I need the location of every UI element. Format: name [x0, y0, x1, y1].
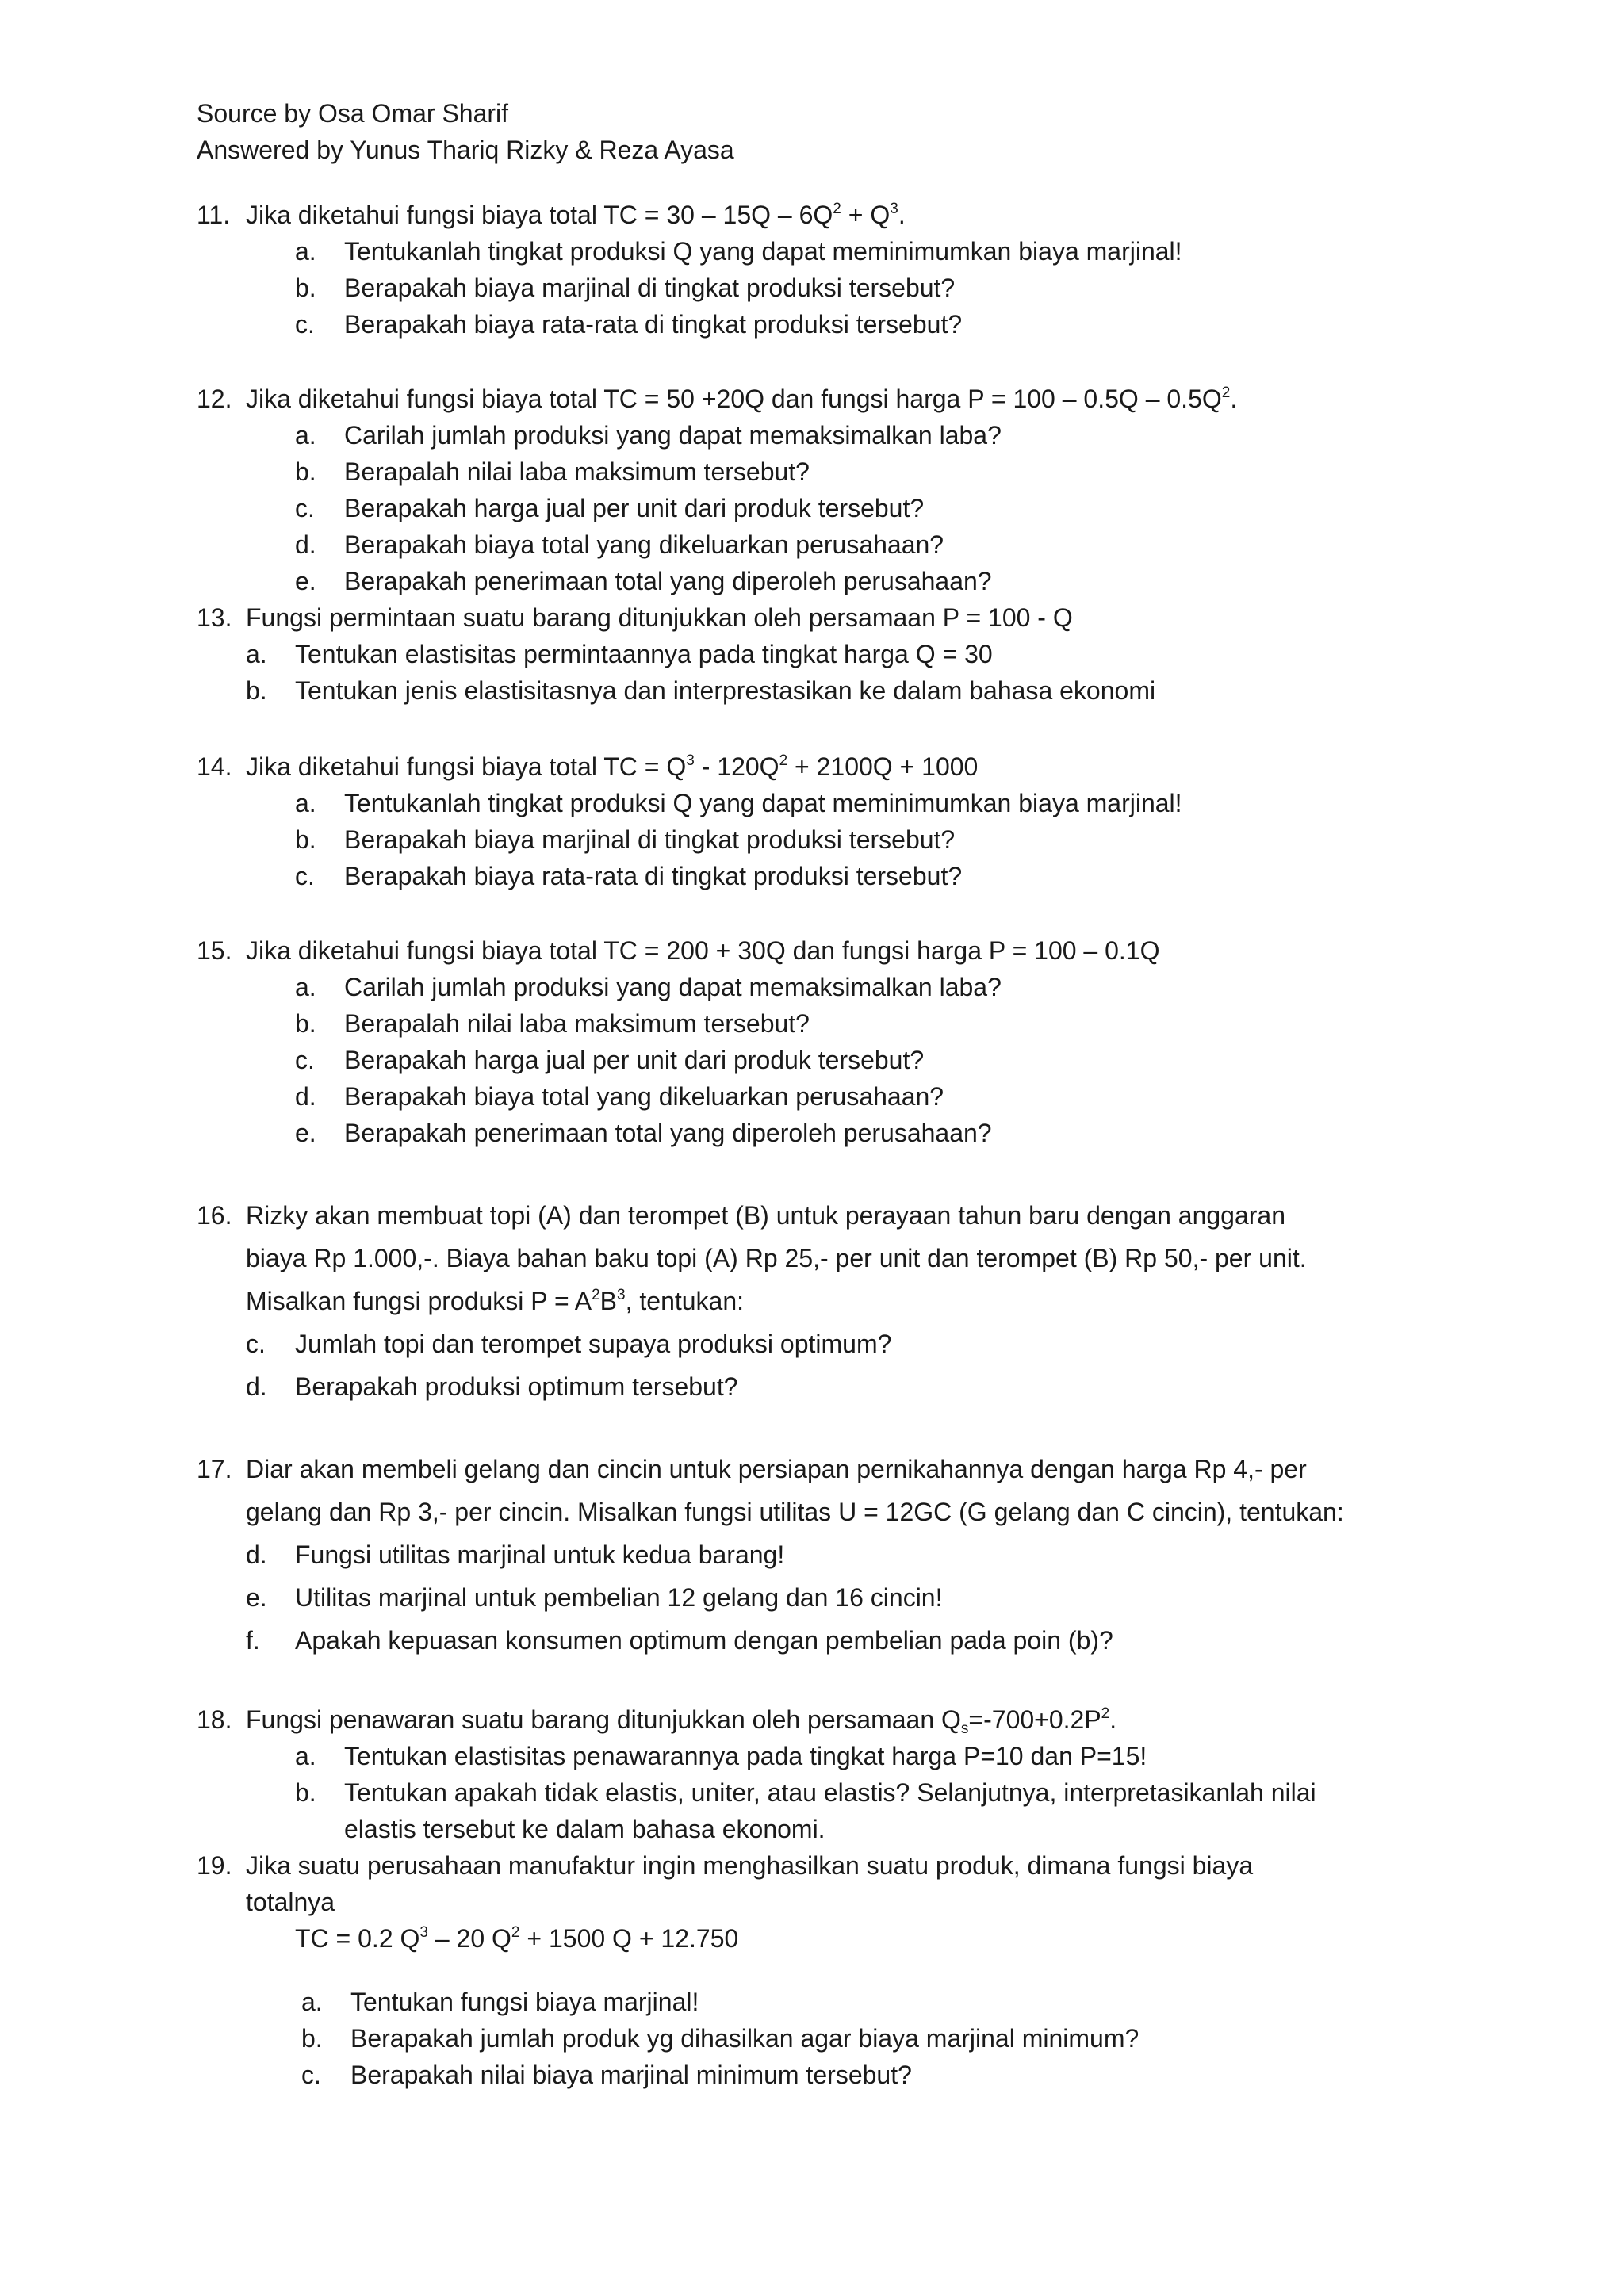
question-15 [197, 932, 1450, 1151]
question-16-stem-line1: 16. Rizky akan membuat topi (A) dan terompet (B) untuk perayaan tahun baru dengan anggaran [197, 1194, 1450, 1237]
option-d: d. Berapakah biaya total yang dikeluarkan perusahaan? [295, 530, 944, 559]
option-e: e. Berapakah penerimaan total yang diperoleh perusahaan? [295, 1119, 992, 1147]
question-12 [197, 381, 1450, 599]
question-17-stem-cont: gelang dan Rp 3,- per cincin. Misalkan fungsi utilitas U = 12GC (G gelang dan C cincin), tentukan: [246, 1498, 1344, 1526]
option-c: c. Jumlah topi dan terompet supaya produksi optimum? [246, 1330, 892, 1358]
question-15-stem: 15. Jika diketahui fungsi biaya total TC = 200 + 30Q dan fungsi harga P = 100 – 0.1Q [197, 932, 1450, 969]
question-17-options [197, 1533, 1450, 1662]
question-19-stem-line1: 19. Jika suatu perusahaan manufaktur ingin menghasilkan suatu produk, dimana fungsi biaya [197, 1847, 1450, 1884]
question-12-stem: 12. Jika diketahui fungsi biaya total TC = 50 +20Q dan fungsi harga $P = 100 - 0.5Q - 0.5Q^2$. [197, 381, 1450, 417]
source-line: Source by Osa Omar Sharif [197, 99, 509, 128]
question-number: 14. [197, 752, 232, 781]
question-number: 18. [197, 1705, 232, 1734]
option-b: b. Berapalah nilai laba maksimum tersebut? [295, 457, 810, 486]
option-e: e. Utilitas marjinal untuk pembelian 12 gelang dan 16 cincin! [246, 1583, 943, 1612]
question-number: 16. [197, 1201, 232, 1230]
question-14-stem: 14. Jika diketahui fungsi biaya total TC = $Q^3 - 120Q^2 + 2100Q + 1000$ [197, 748, 1450, 785]
option-e: e. Berapakah penerimaan total yang diperoleh perusahaan? [295, 567, 992, 595]
option-a: a. Tentukan elastisitas penawarannya pada tingkat harga P=10 dan P=15! [295, 1742, 1147, 1770]
option-c: c. Berapakah nilai biaya marjinal minimum tersebut? [301, 2061, 912, 2089]
question-number: 12. [197, 385, 232, 413]
option-c: c. Berapakah harga jual per unit dari produk tersebut? [295, 1046, 925, 1074]
question-number: 19. [197, 1851, 232, 1880]
question-number: 17. [197, 1455, 232, 1483]
option-b: b. Tentukan apakah tidak elastis, uniter, atau elastis? Selanjutnya, interpretasikanlah nilai [295, 1778, 1316, 1807]
option-c: c. Berapakah biaya rata-rata di tingkat produksi tersebut? [295, 862, 963, 890]
document-header [197, 95, 734, 168]
question-11 [197, 197, 1450, 342]
question-14 [197, 748, 1450, 894]
question-13-options [197, 636, 1450, 709]
question-12-options [197, 417, 1450, 599]
option-b: b. Berapakah jumlah produk yg dihasilkan agar biaya marjinal minimum? [301, 2024, 1139, 2053]
option-c: c. Berapakah harga jual per unit dari produk tersebut? [295, 494, 925, 522]
option-d: d. Berapakah biaya total yang dikeluarkan perusahaan? [295, 1082, 944, 1111]
option-b-cont: elastis tersebut ke dalam bahasa ekonomi. [344, 1815, 825, 1843]
answered-line: Answered by Yunus Thariq Rizky & Reza Ayasa [197, 136, 734, 164]
option-b: b. Berapakah biaya marjinal di tingkat produksi tersebut? [295, 825, 956, 854]
question-16 [197, 1194, 1450, 1408]
option-b: b. Berapakah biaya marjinal di tingkat produksi tersebut? [295, 274, 956, 302]
question-13-stem: 13. Fungsi permintaan suatu barang ditunjukkan oleh persamaan P = 100 - Q [197, 599, 1450, 636]
question-19-formula: TC = 0.2 $Q^3 - 20$ $Q^2 + 1500$ Q + 12.750 [295, 1924, 739, 1953]
option-b: b. Tentukan jenis elastisitasnya dan interprestasikan ke dalam bahasa ekonomi [246, 676, 1156, 705]
question-17 [197, 1448, 1450, 1662]
question-19-stem-cont: totalnya [246, 1888, 335, 1916]
question-number: 15. [197, 936, 232, 965]
question-13 [197, 599, 1450, 709]
question-16-options [197, 1322, 1450, 1408]
option-d: d. Fungsi utilitas marjinal untuk kedua barang! [246, 1540, 785, 1569]
option-a: a. Tentukan elastisitas permintaannya pada tingkat harga Q = 30 [246, 640, 993, 668]
question-number: 13. [197, 603, 232, 632]
option-a: a. Tentukanlah tingkat produksi Q yang dapat meminimumkan biaya marjinal! [295, 789, 1182, 817]
question-19-options [197, 1984, 1450, 2093]
option-f: f. Apakah kepuasan konsumen optimum dengan pembelian pada poin (b)? [246, 1626, 1113, 1655]
question-11-options [197, 233, 1450, 342]
question-15-options [197, 969, 1450, 1151]
option-c: c. Berapakah biaya rata-rata di tingkat produksi tersebut? [295, 310, 963, 339]
question-19 [197, 1847, 1450, 2093]
option-a: a. Tentukanlah tingkat produksi Q yang dapat meminimumkan biaya marjinal! [295, 237, 1182, 266]
question-18-options [197, 1738, 1450, 1847]
question-14-options [197, 785, 1450, 894]
question-11-stem: 11. Jika diketahui fungsi biaya total TC = $30 - 15Q - 6Q^2 + Q^3$. [197, 197, 1450, 233]
question-17-stem-line1: 17. Diar akan membeli gelang dan cincin untuk persiapan pernikahannya dengan harga Rp 4,- per [197, 1448, 1450, 1490]
question-18-stem: 18. Fungsi penawaran suatu barang ditunjukkan oleh persamaan $Q_s=-700+0.2P^2$. [197, 1701, 1450, 1738]
question-16-stem-cont: biaya Rp 1.000,-. Biaya bahan baku topi (A) Rp 25,- per unit dan terompet (B) Rp 50,- per unit. Misalkan fungsi produksi $P = A^2B^3$, tentukan: [246, 1244, 1307, 1315]
option-d: d. Berapakah produksi optimum tersebut? [246, 1372, 738, 1401]
option-a: a. Carilah jumlah produksi yang dapat memaksimalkan laba? [295, 421, 1002, 450]
question-number: 11. [197, 201, 231, 229]
option-a: a. Carilah jumlah produksi yang dapat memaksimalkan laba? [295, 973, 1002, 1001]
option-a: a. Tentukan fungsi biaya marjinal! [301, 1988, 699, 2016]
question-18 [197, 1701, 1450, 1847]
option-b: b. Berapalah nilai laba maksimum tersebut? [295, 1009, 810, 1038]
